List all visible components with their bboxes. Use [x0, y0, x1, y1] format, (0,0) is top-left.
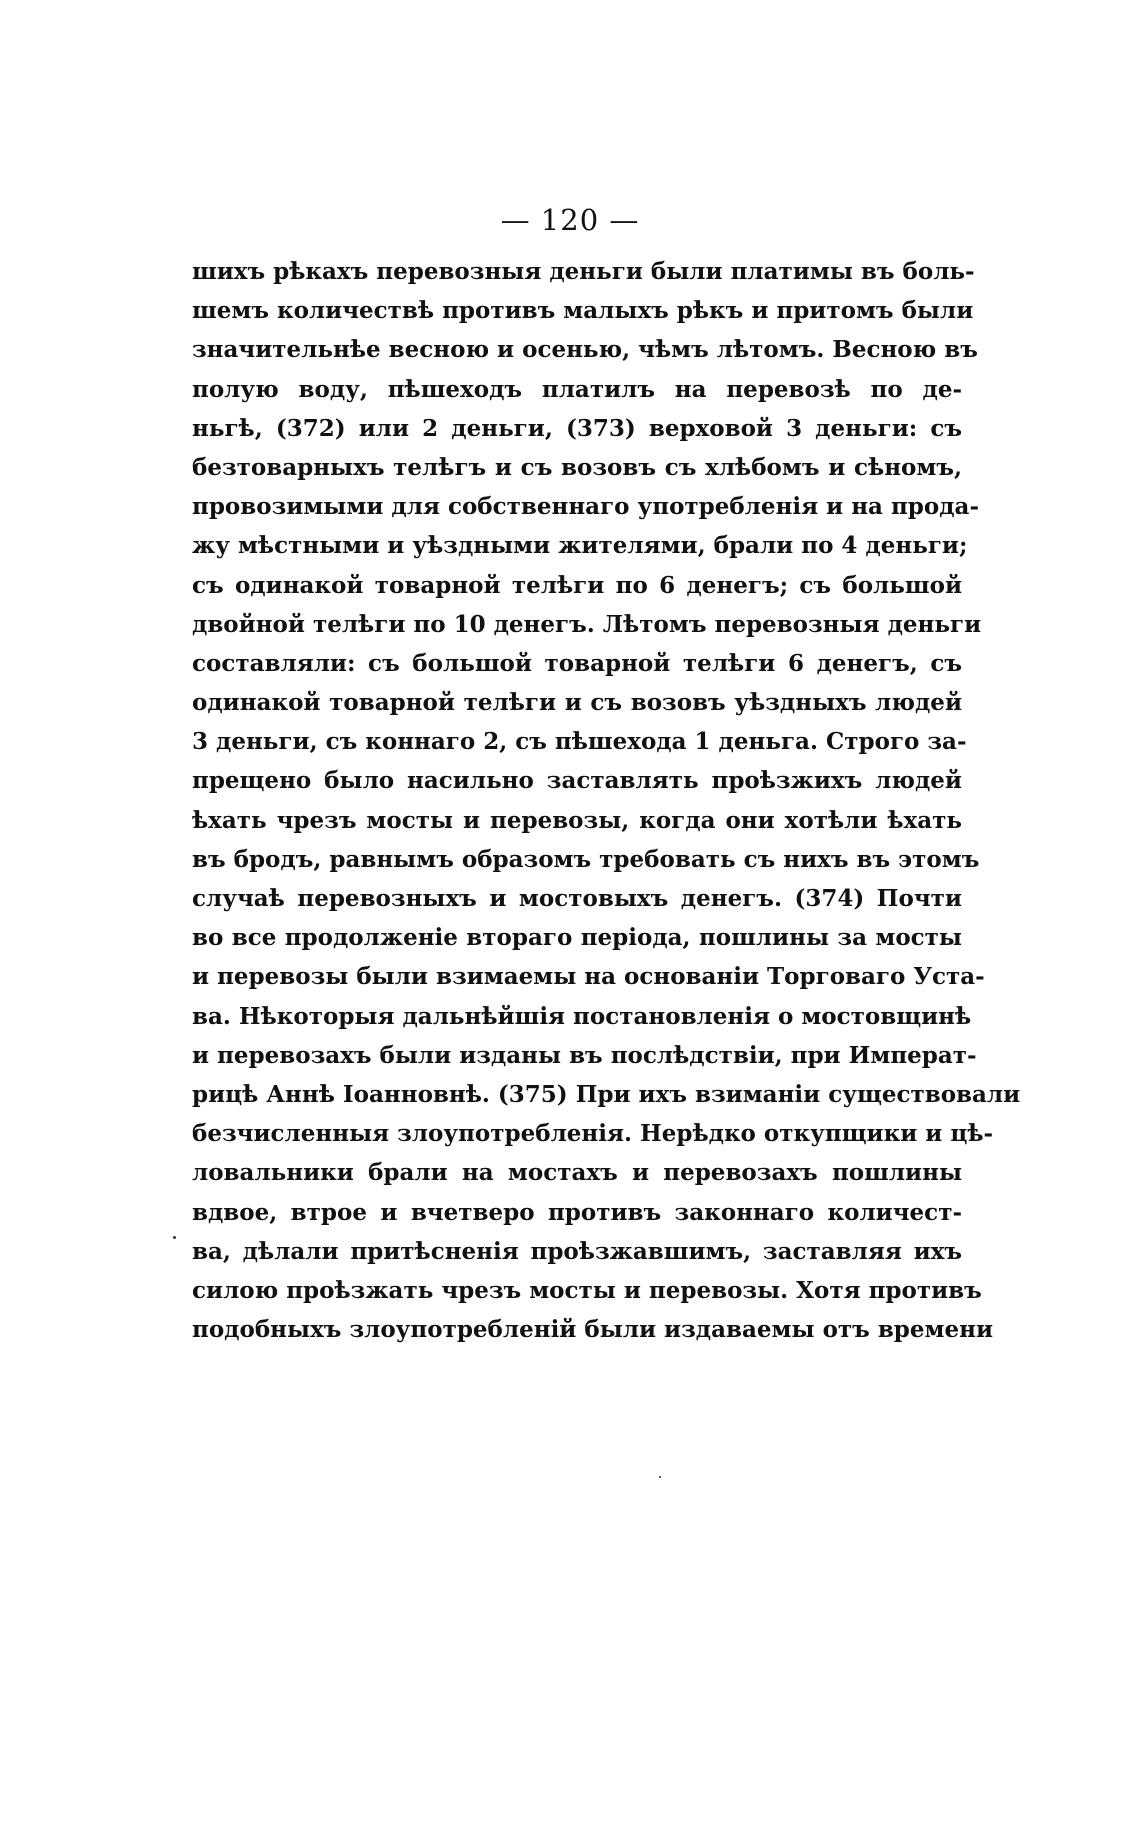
text-line: рицѣ Аннѣ Іоанновнѣ. (375) При ихъ взиманіи существовали [192, 1080, 1021, 1108]
text-line: шемъ количествѣ противъ малыхъ рѣкъ и притомъ были [192, 297, 974, 325]
text-line: жу мѣстными и уѣздными жителями, брали по 4 деньги; [192, 532, 968, 560]
text-line: ва, дѣлали притѣсненія проѣзжавшимъ, заставляя ихъ [192, 1237, 962, 1265]
text-line: ньгѣ, (372) или 2 деньги, (373) верховой 3 деньги: съ [192, 414, 962, 442]
text-line: прещено было насильно заставлять проѣзжихъ людей [192, 767, 962, 795]
text-line: во все продолженіе втораго періода, пошлины за мосты [192, 924, 962, 952]
text-line: одинакой товарной телѣги и съ возовъ уѣздныхъ людей [192, 689, 962, 717]
text-line: и перевозы были взимаемы на основаніи Торговаго Уста- [192, 963, 985, 991]
text-line: составляли: съ большой товарной телѣги 6 денегъ, съ [192, 649, 962, 677]
print-speck [659, 1476, 661, 1478]
text-line: полую воду, пѣшеходъ платилъ на перевозѣ по де- [192, 375, 962, 403]
text-line: ва. Нѣкоторыя дальнѣйшія постановленія о мостовщинѣ [192, 1002, 972, 1030]
text-line: безтоварныхъ телѣгъ и съ возовъ съ хлѣбомъ и сѣномъ, [192, 453, 962, 481]
text-line: случаѣ перевозныхъ и мостовыхъ денегъ. (374) Почти [192, 885, 962, 912]
text-line: двойной телѣги по 10 денегъ. Лѣтомъ перевозныя деньги [192, 610, 982, 638]
text-line: вдвое, втрое и вчетверо противъ законнаго количест- [192, 1198, 962, 1226]
text-line: съ одинакой товарной телѣги по 6 денегъ; съ большой [192, 571, 962, 599]
print-speck [173, 1236, 176, 1239]
text-line: подобныхъ злоупотребленій были издаваемы отъ времени [192, 1316, 994, 1344]
text-line: и перевозахъ были изданы въ послѣдствіи, при Императ- [192, 1041, 977, 1069]
text-line: ловальники брали на мостахъ и перевозахъ пошлины [192, 1159, 962, 1187]
text-line: силою проѣзжать чрезъ мосты и перевозы. Хотя противъ [192, 1276, 982, 1304]
page-number: — 120 — [500, 203, 640, 237]
text-line: провозимыми для собственнаго употребленія и на прода- [192, 493, 979, 521]
text-line: значительнѣе весною и осенью, чѣмъ лѣтомъ. Весною въ [192, 336, 978, 364]
text-line: 3 деньги, съ коннаго 2, съ пѣшехода 1 деньга. Строго за- [192, 728, 967, 756]
text-line: шихъ рѣкахъ перевозныя деньги были платимы въ боль- [192, 258, 975, 285]
text-line: ѣхать чрезъ мосты и перевозы, когда они хотѣли ѣхать [192, 806, 962, 834]
body-text [192, 252, 1021, 1349]
text-line: въ бродъ, равнымъ образомъ требовать съ нихъ въ этомъ [192, 845, 980, 873]
text-line: безчисленныя злоупотребленія. Нерѣдко откупщики и цѣ- [192, 1120, 994, 1148]
